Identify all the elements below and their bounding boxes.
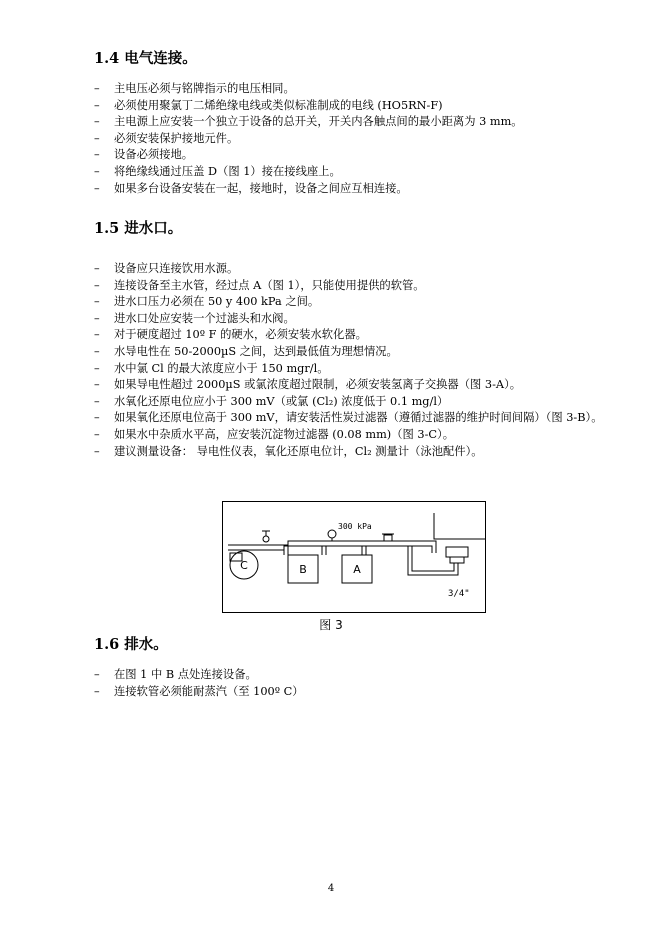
bullet-dash: – bbox=[94, 411, 100, 425]
list-item: – 连接软管必须能耐蒸汽（至 100º C） bbox=[94, 684, 614, 701]
inlet-fitting-icon bbox=[446, 547, 468, 557]
bullet-dash: – bbox=[94, 278, 100, 292]
bullet-dash: – bbox=[94, 131, 100, 145]
filter-b-label: B bbox=[299, 563, 307, 576]
inlet-connector-icon bbox=[450, 557, 464, 563]
bullet-dash: – bbox=[94, 361, 100, 375]
bullet-dash: – bbox=[94, 394, 100, 408]
list-item: – 主电源上应安装一个独立于设备的总开关，开关内各触点间的最小距离为 3 mm。 bbox=[94, 114, 614, 131]
bullet-dash: – bbox=[94, 164, 100, 178]
list-item: – 水中氯 Cl 的最大浓度应小于 150 mgr/l。 bbox=[94, 361, 614, 378]
list-item: – 设备应只连接饮用水源。 bbox=[94, 261, 614, 278]
list-item: – 水氧化还原电位应小于 300 mV（或氯 (Cl₂) 浓度低于 0.1 mg/l） bbox=[94, 394, 614, 411]
list-item: – 将绝缘线通过压盖 D（图 1）接在接线座上。 bbox=[94, 164, 614, 181]
list-item: – 必须使用聚氯丁二烯绝缘电线或类似标准制成的电线 (HO5RN-F) bbox=[94, 98, 614, 115]
pressure-gauge-icon bbox=[328, 530, 336, 538]
bullet-dash: – bbox=[94, 295, 100, 309]
bullet-dash: – bbox=[94, 668, 100, 681]
pressure-label: 300 kPa bbox=[338, 522, 372, 531]
list-item: – 进水口压力必须在 50 y 400 kPa 之间。 bbox=[94, 294, 614, 311]
filter-c-label: C bbox=[240, 559, 248, 572]
list-item: – 建议测量设备： 导电性仪表，氧化还原电位计，Cl₂ 测量计（泳池配件）。 bbox=[94, 444, 614, 461]
bullet-dash: – bbox=[94, 427, 100, 441]
water-inlet-list bbox=[94, 261, 614, 460]
valve-icon bbox=[263, 536, 269, 542]
bullet-dash: – bbox=[94, 82, 100, 95]
pipe-size-label: 3/4" bbox=[448, 589, 470, 599]
bullet-dash: – bbox=[94, 311, 100, 325]
electrical-list bbox=[94, 81, 614, 197]
list-item: – 如果导电性超过 2000µS 或氯浓度超过限制，必须安装氢离子交换器（图 3-A）。 bbox=[94, 377, 614, 394]
section-heading-1-4: 1.4 电气连接。 bbox=[94, 50, 197, 67]
bullet-dash: – bbox=[94, 98, 100, 112]
list-item: – 水导电性在 50-2000µS 之间，达到最低值为理想情况。 bbox=[94, 344, 614, 361]
bullet-dash: – bbox=[94, 181, 100, 195]
filter-a-label: A bbox=[353, 563, 361, 576]
bullet-dash: – bbox=[94, 148, 100, 162]
bullet-dash: – bbox=[94, 262, 100, 275]
list-item: – 进水口处应安装一个过滤头和水阀。 bbox=[94, 311, 614, 328]
bullet-dash: – bbox=[94, 378, 100, 392]
section-heading-1-6: 1.6 排水。 bbox=[94, 636, 168, 653]
list-item: – 主电压必须与铭牌指示的电压相同。 bbox=[94, 81, 614, 98]
bullet-dash: – bbox=[94, 444, 100, 458]
list-item: – 必须安装保护接地元件。 bbox=[94, 131, 614, 148]
bullet-dash: – bbox=[94, 344, 100, 358]
list-item: – 如果水中杂质水平高，应安装沉淀物过滤器 (0.08 mm)（图 3-C）。 bbox=[94, 427, 614, 444]
stop-valve-icon bbox=[384, 535, 392, 541]
figure-caption: 图 3 bbox=[319, 618, 343, 632]
list-item: – 对于硬度超过 10º F 的硬水，必须安装水软化器。 bbox=[94, 327, 614, 344]
bullet-dash: – bbox=[94, 684, 100, 698]
list-item: – 如果多台设备安装在一起，接地时，设备之间应互相连接。 bbox=[94, 181, 614, 198]
page-number: 4 bbox=[327, 883, 335, 894]
pipe-line bbox=[228, 541, 458, 575]
appliance-outline bbox=[434, 513, 485, 539]
bullet-dash: – bbox=[94, 328, 100, 342]
list-item: – 如果氧化还原电位高于 300 mV，请安装活性炭过滤器（遵循过滤器的维护时间间隔）（图 3-B）。 bbox=[94, 410, 614, 427]
list-item: – 设备必须接地。 bbox=[94, 147, 614, 164]
drain-list bbox=[94, 667, 614, 700]
section-heading-1-5: 1.5 进水口。 bbox=[94, 220, 183, 237]
water-filter-diagram bbox=[222, 501, 486, 613]
bullet-dash: – bbox=[94, 115, 100, 129]
list-item: – 连接设备至主水管，经过点 A（图 1），只能使用提供的软管。 bbox=[94, 278, 614, 295]
list-item: – 在图 1 中 B 点处连接设备。 bbox=[94, 667, 614, 684]
